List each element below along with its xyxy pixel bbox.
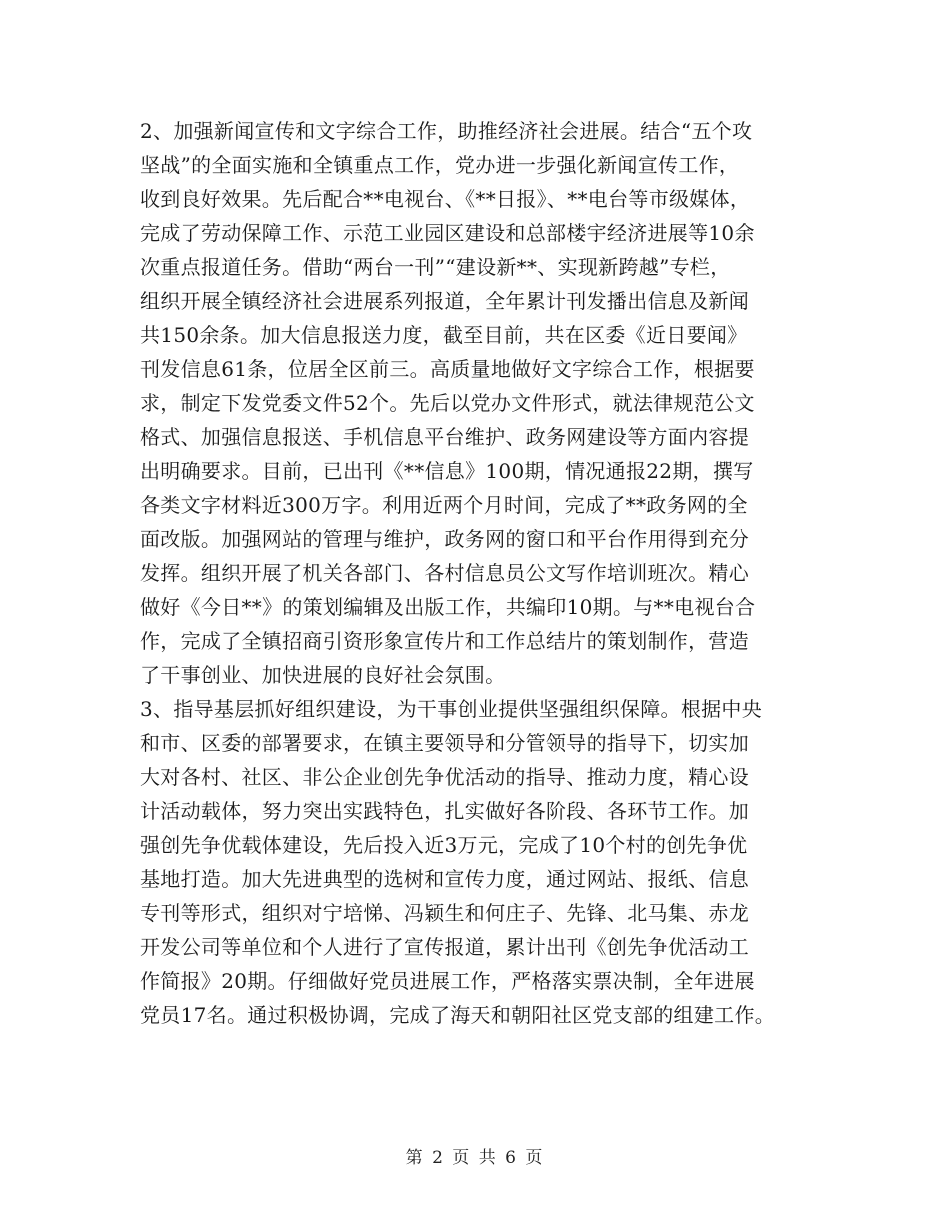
page-footer: 第 2 页 共 6 页 (405, 1148, 545, 1168)
text-line: 2、加强新闻宣传和文字综合工作，助推经济社会进展。结合“五个攻 (140, 119, 753, 143)
text-line: 作简报》20期。仔细做好党员进展工作，严格落实票决制，全年进展 (140, 969, 755, 993)
text-line: 发挥。组织开展了机关各部门、各村信息员公文写作培训班次。精心 (140, 561, 749, 585)
text-line: 党员17名。通过积极协调，完成了海天和朝阳社区党支部的组建工作。 (140, 1003, 776, 1027)
text-line: 作，完成了全镇招商引资形象宣传片和工作总结片的策划制作，营造 (140, 629, 749, 653)
text-line: 基地打造。加大先进典型的选树和宣传力度，通过网站、报纸、信息 (140, 867, 749, 891)
text-line: 3、指导基层抓好组织建设，为干事创业提供坚强组织保障。根据中央 (140, 697, 763, 721)
text-line: 收到良好效果。先后配合**电视台、《**日报》、**电台等市级媒体， (140, 187, 751, 211)
text-line: 大对各村、社区、非公企业创先争优活动的指导、推动力度，精心设 (140, 765, 749, 789)
text-line: 次重点报道任务。借助“两台一刊”“建设新**、实现新跨越”专栏， (140, 255, 731, 279)
text-line: 求，制定下发党委文件52个。先后以党办文件形式，就法律规范公文 (140, 391, 755, 415)
text-line: 了干事创业、加快进展的良好社会氛围。 (140, 663, 506, 687)
text-line: 开发公司等单位和个人进行了宣传报道，累计出刊《创先争优活动工 (140, 935, 749, 959)
text-line: 出明确要求。目前，已出刊《**信息》100期，情况通报22期，撰写 (140, 459, 754, 483)
text-line: 和市、区委的部署要求，在镇主要领导和分管领导的指导下，切实加 (140, 731, 749, 755)
text-line: 专刊等形式，组织对宁培悌、冯颖生和何庄子、先锋、北马集、赤龙 (140, 901, 749, 925)
text-line: 强创先争优载体建设，先后投入近3万元，完成了10个村的创先争优 (140, 833, 748, 857)
text-line: 面改版。加强网站的管理与维护，政务网的窗口和平台作用得到充分 (140, 527, 749, 551)
text-line: 刊发信息61条，位居全区前三。高质量地做好文字综合工作，根据要 (140, 357, 755, 381)
text-line: 共150余条。加大信息报送力度，截至目前，共在区委《近日要闻》 (140, 323, 748, 347)
text-line: 格式、加强信息报送、手机信息平台维护、政务网建设等方面内容提 (140, 425, 749, 449)
text-line: 计活动载体，努力突出实践特色，扎实做好各阶段、各环节工作。加 (140, 799, 749, 823)
text-line: 各类文字材料近300万字。利用近两个月时间，完成了**政务网的全 (140, 493, 748, 517)
text-line: 做好《今日**》的策划编辑及出版工作，共编印10期。与**电视台合 (140, 595, 756, 619)
text-line: 完成了劳动保障工作、示范工业园区建设和总部楼宇经济进展等10余 (140, 221, 755, 245)
text-line: 组织开展全镇经济社会进展系列报道，全年累计刊发播出信息及新闻 (140, 289, 749, 313)
text-line: 坚战”的全面实施和全镇重点工作，党办进一步强化新闻宣传工作， (140, 153, 740, 177)
